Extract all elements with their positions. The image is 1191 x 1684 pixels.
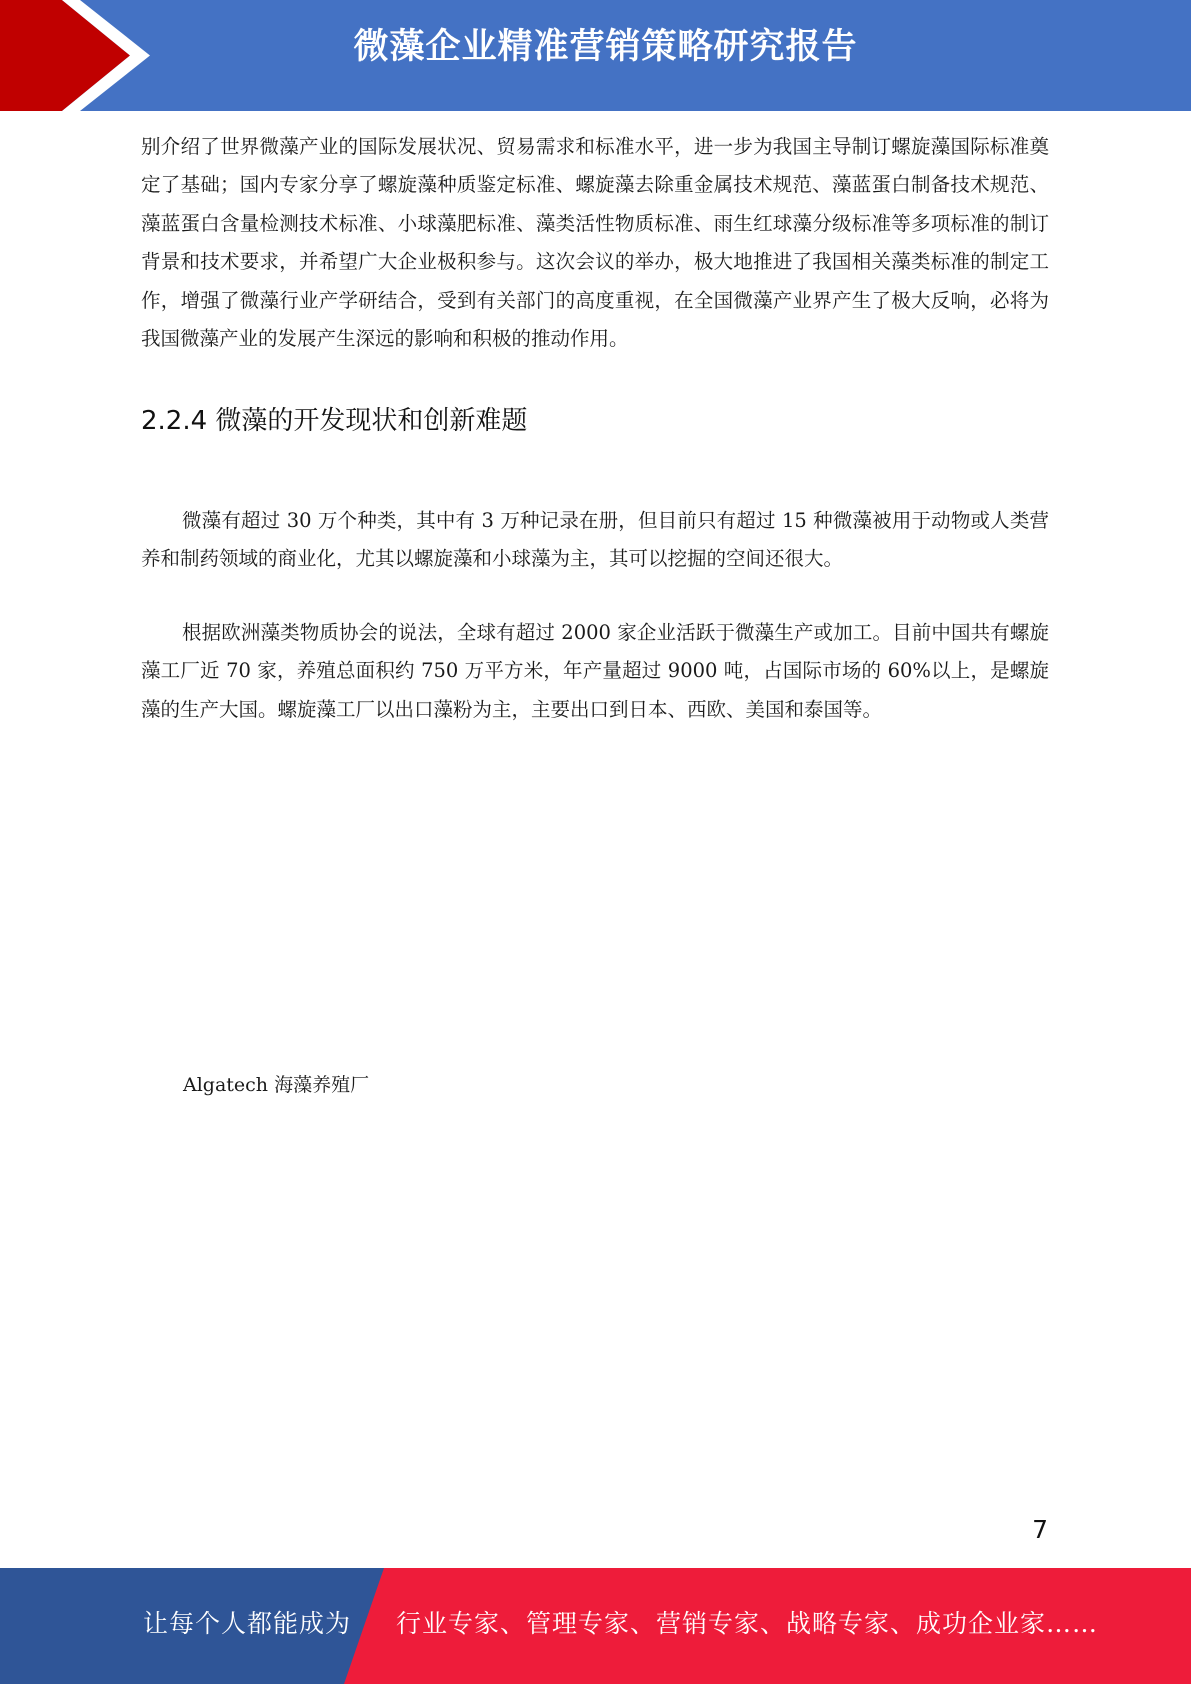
body-paragraph-block-1 bbox=[141, 502, 1049, 579]
page-number: 7 bbox=[1032, 1515, 1048, 1544]
intro-paragraph: 别介绍了世界微藻产业的国际发展状况、贸易需求和标准水平，进一步为我国主导制订螺旋藻国际标准奠定了基础；国内专家分享了螺旋藻种质鉴定标准、螺旋藻去除重金属技术规范、藻蓝蛋白制备技术规范、藻蓝蛋白含量检测技术标准、小球藻肥标准、藻类活性物质标准、雨生红球藻分级标准等多项标准的制订背景和技术要求，并希望广大企业极积参与。这次会议的举办，极大地推进了我国相关藻类标准的制定工作，增强了微藻行业产学研结合，受到有关部门的高度重视，在全国微藻产业界产生了极大反响，必将为我国微藻产业的发展产生深远的影响和积极的推动作用。 bbox=[141, 135, 1049, 351]
image-caption: Algatech 海藻养殖厂 bbox=[183, 1074, 370, 1096]
body-paragraph-1: 微藻有超过 30 万个种类，其中有 3 万种记录在册，但目前只有超过 15 种微藻被用于动物或人类营养和制药领域的商业化，尤其以螺旋藻和小球藻为主，其可以挖掘的空间还很大。 bbox=[141, 509, 1049, 571]
intro-section bbox=[141, 128, 1049, 358]
body-paragraph-block-2 bbox=[141, 614, 1049, 729]
body-paragraph-2: 根据欧洲藻类物质协会的说法，全球有超过 2000 家企业活跃于微藻生产或加工。目前中国共有螺旋藻工厂近 70 家，养殖总面积约 750 万平方米，年产量超过 9000 吨，占国际市场的 60%以上，是螺旋藻的生产大国。螺旋藻工厂以出口藻粉为主，主要出口到日本、西欧、美国和泰国等。 bbox=[141, 621, 1049, 721]
report-title: 微藻企业精准营销策略研究报告 bbox=[353, 27, 858, 67]
footer-slogan-right: 行业专家、管理专家、营销专家、战略专家、成功企业家…… bbox=[396, 1609, 1099, 1638]
page-footer bbox=[0, 1568, 1191, 1684]
section-heading: 2.2.4 微藻的开发现状和创新难题 bbox=[141, 406, 528, 436]
page-header bbox=[0, 0, 1191, 111]
footer-slogan-left: 让每个人都能成为 bbox=[143, 1609, 352, 1638]
